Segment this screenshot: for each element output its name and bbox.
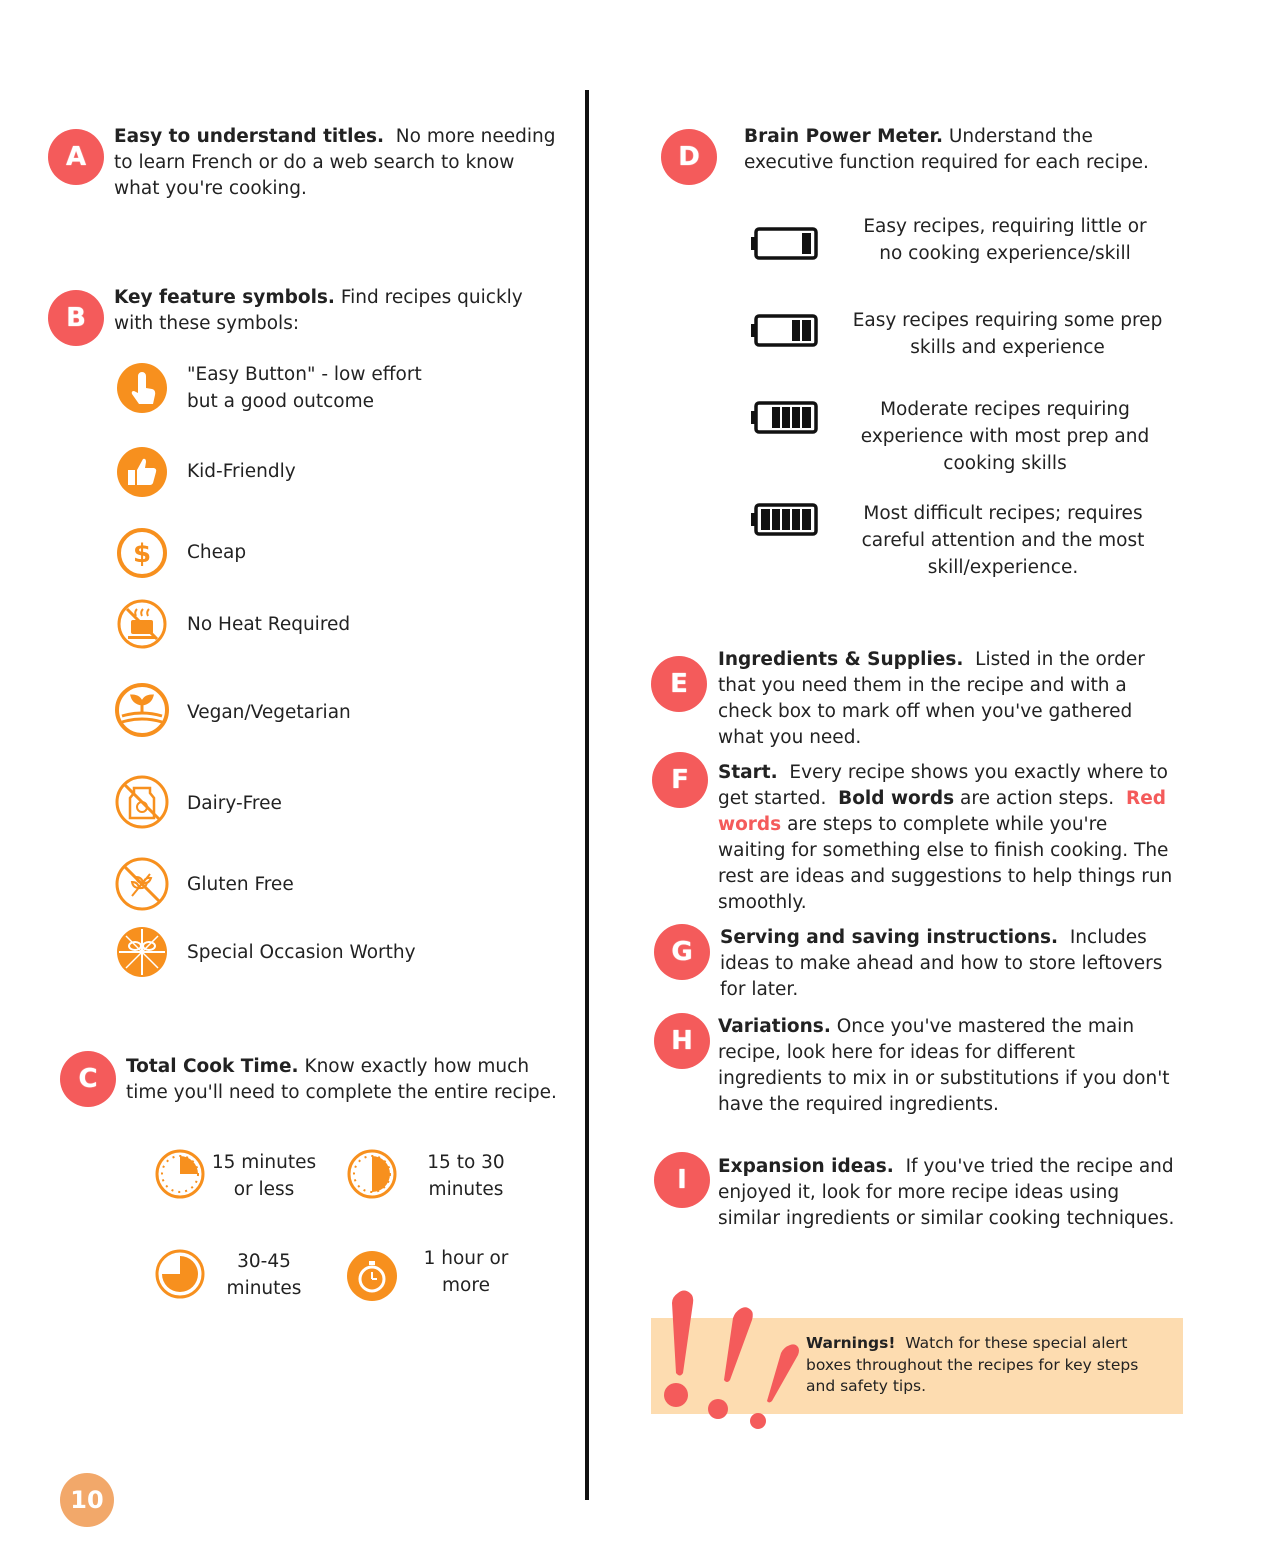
brain-level-1-label: Easy recipes, requiring little or no cooking experience/skill — [863, 216, 1147, 264]
section-d-body: Understand the executive function required for each recipe. — [744, 126, 1149, 173]
section-h-title: Variations. — [718, 1016, 831, 1037]
clock-half-icon — [346, 1148, 398, 1200]
no-heat-icon — [116, 598, 168, 650]
section-h-text — [718, 1014, 1178, 1118]
symbol-label-kid-friendly: Kid-Friendly — [187, 461, 296, 482]
section-f-text — [718, 760, 1178, 916]
section-a-title: Easy to understand titles. — [114, 126, 385, 147]
section-e-text — [718, 647, 1183, 751]
easy-button-icon — [116, 362, 168, 414]
battery-5-icon — [750, 500, 820, 540]
battery-2-icon — [750, 311, 820, 351]
page-number: 10 — [60, 1473, 114, 1527]
no-gluten-icon — [114, 856, 170, 912]
clock-three-quarter-icon — [154, 1248, 206, 1300]
gift-icon — [116, 926, 168, 978]
symbol-label-cheap: Cheap — [187, 542, 247, 563]
cook-time-label-30-45: 30-45 minutes — [226, 1251, 302, 1299]
svg-text:$: $ — [132, 539, 152, 569]
dollar-icon — [116, 527, 168, 579]
badge-c: C — [60, 1051, 116, 1107]
section-d-title: Brain Power Meter. — [744, 126, 943, 147]
column-divider — [585, 90, 589, 1500]
warning-text — [806, 1333, 1151, 1398]
section-f-body-1: Every recipe shows you exactly where to get started. — [718, 762, 1168, 809]
section-c-title: Total Cook Time. — [126, 1056, 299, 1077]
section-a-text — [114, 124, 559, 202]
symbol-label-special-occasion: Special Occasion Worthy — [187, 942, 416, 963]
clock-quarter-icon — [154, 1148, 206, 1200]
exclamation-icon — [656, 1285, 801, 1435]
cook-time-label-1-hour: 1 hour or more — [423, 1248, 509, 1296]
brain-level-2-label: Easy recipes requiring some prep skills and experience — [852, 310, 1163, 358]
section-i-text — [718, 1154, 1183, 1232]
section-d-text — [744, 124, 1164, 176]
section-b-title: Key feature symbols. — [114, 287, 335, 308]
section-a-body: No more needing to learn French or do a web search to know what you're cooking. — [114, 126, 556, 199]
badge-h: H — [654, 1013, 710, 1069]
section-f-body-3: are steps to complete while you're waiting for something else to finish cooking. The rest are ideas and suggestions to help things run smoothly. — [718, 814, 1173, 913]
badge-a: A — [48, 129, 104, 185]
badge-i: I — [654, 1152, 710, 1208]
badge-f: F — [652, 752, 708, 808]
badge-g: G — [654, 924, 710, 980]
section-b-body: Find recipes quickly with these symbols: — [114, 287, 523, 334]
section-i-body: If you've tried the recipe and enjoyed it, look for more recipe ideas using similar ingredients or similar cooking techniques. — [718, 1156, 1175, 1229]
section-e-body: Listed in the order that you need them in the recipe and with a check box to mark off when you've gathered what you need. — [718, 649, 1145, 748]
no-dairy-icon — [114, 774, 170, 830]
warning-body: Watch for these special alert boxes throughout the recipes for key steps and safety tips. — [806, 1334, 1139, 1395]
symbol-label-easy: "Easy Button" - low effort but a good outcome — [187, 364, 422, 412]
cook-time-label-15-30: 15 to 30 minutes — [427, 1152, 505, 1200]
thumbs-up-icon — [116, 446, 168, 498]
section-h-body: Once you've mastered the main recipe, look here for ideas for different ingredients to mix in or substitutions if you don't have the required ingredients. — [718, 1016, 1170, 1115]
section-f-red-words: Red words — [718, 788, 1167, 835]
section-e-title: Ingredients & Supplies. — [718, 649, 964, 670]
section-i-title: Expansion ideas. — [718, 1156, 894, 1177]
badge-e: E — [651, 656, 707, 712]
section-g-title: Serving and saving instructions. — [720, 927, 1059, 948]
section-f-body-2: are action steps. — [960, 788, 1115, 809]
cook-time-label-15: 15 minutes or less — [211, 1152, 317, 1200]
section-f-bold-words: Bold words — [838, 788, 955, 809]
symbol-label-vegan: Vegan/Vegetarian — [187, 702, 351, 723]
symbol-label-gluten-free: Gluten Free — [187, 874, 294, 895]
section-b-text — [114, 285, 559, 337]
brain-level-4-label: Most difficult recipes; requires careful attention and the most skill/experience. — [861, 503, 1145, 578]
symbol-label-dairy-free: Dairy-Free — [187, 793, 282, 814]
section-g-text — [720, 925, 1170, 1003]
section-c-text — [126, 1054, 566, 1106]
section-g-body: Includes ideas to make ahead and how to store leftovers for later. — [720, 927, 1163, 1000]
battery-1-icon — [750, 224, 820, 264]
warning-title: Warnings! — [806, 1334, 896, 1352]
brain-level-3-label: Moderate recipes requiring experience with most prep and cooking skills — [860, 399, 1150, 474]
battery-4-icon — [750, 398, 820, 438]
badge-b: B — [48, 290, 104, 346]
section-f-title: Start. — [718, 762, 778, 783]
badge-d: D — [661, 129, 717, 185]
sprout-icon — [114, 682, 170, 738]
symbol-label-no-heat: No Heat Required — [187, 614, 351, 635]
stopwatch-icon — [346, 1250, 398, 1302]
section-c-body: Know exactly how much time you'll need to complete the entire recipe. — [126, 1056, 557, 1103]
